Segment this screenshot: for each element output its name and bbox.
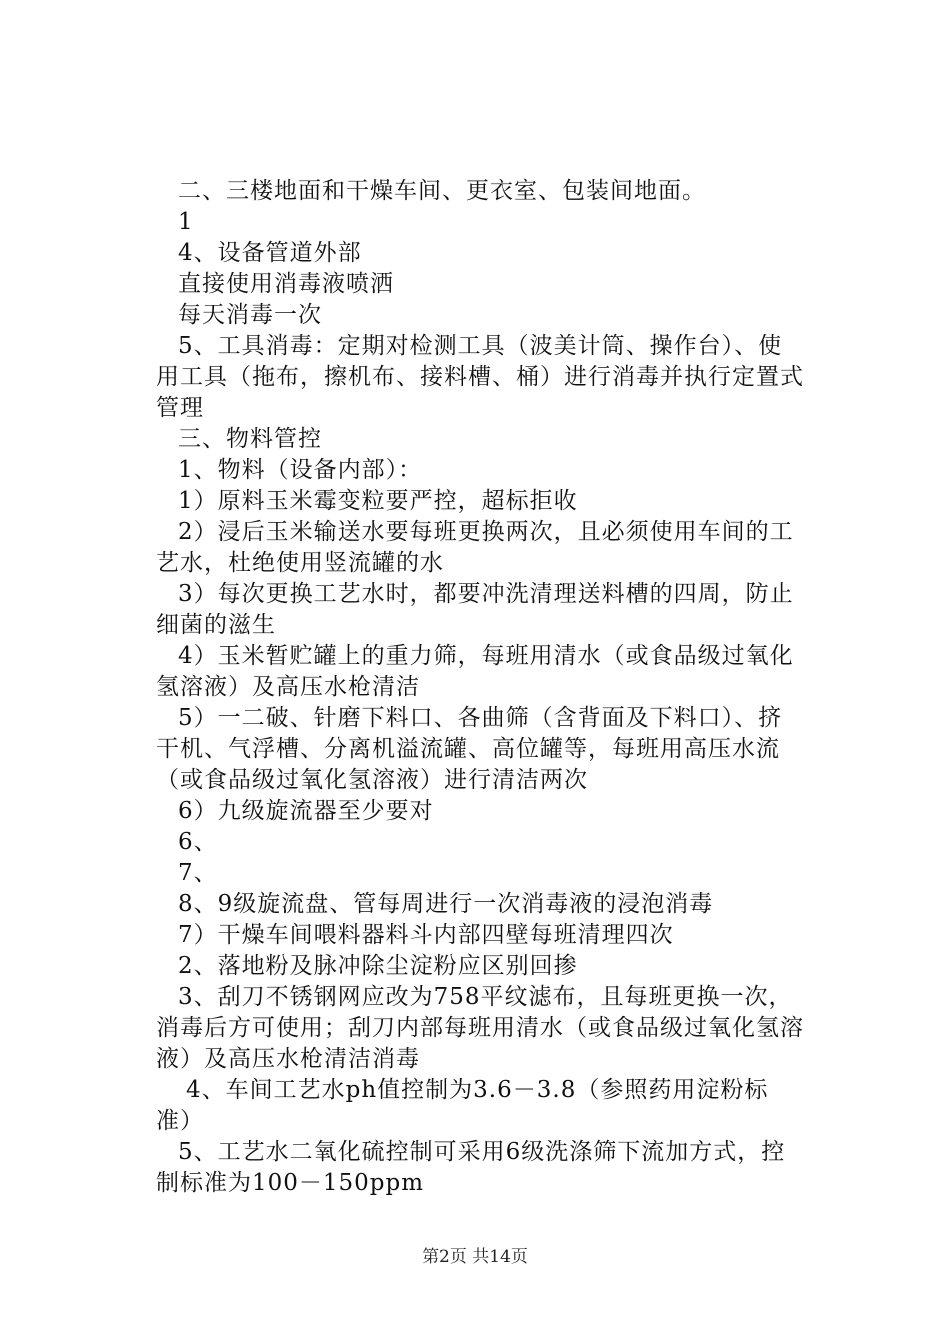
text-line: 7）干燥车间喂料器料斗内部四壁每班清理四次 <box>178 922 674 948</box>
text-line: （或食品级过氧化氢溶液）进行清洁两次 <box>156 767 588 793</box>
text-line: 消毒后方可使用；刮刀内部每班用清水（或食品级过氧化氢溶 <box>156 1015 804 1041</box>
text-line: 6、 <box>178 829 218 855</box>
text-line: 2）浸后玉米输送水要每班更换两次，且必须使用车间的工 <box>178 519 794 545</box>
text-line: 5）一二破、针磨下料口、各曲筛（含背面及下料口）、挤 <box>178 705 783 731</box>
text-line: 7、 <box>178 860 218 886</box>
text-line: 细菌的滋生 <box>156 612 276 638</box>
text-line: 直接使用消毒液喷洒 <box>178 271 394 297</box>
document-body <box>156 176 836 1199</box>
text-line: 8、9级旋流盘、管每周进行一次消毒液的浸泡消毒 <box>178 891 714 917</box>
text-line: 三、物料管控 <box>178 426 322 452</box>
text-line: 用工具（拖布，擦机布、接料槽、桶）进行消毒并执行定置式 <box>156 364 804 390</box>
text-line: 1）原料玉米霉变粒要严控，超标拒收 <box>178 488 578 514</box>
text-line: 1、物料（设备内部）： <box>178 457 423 483</box>
text-line: 4、车间工艺水ph值控制为3.6－3.8（参照药用淀粉标 <box>186 1077 769 1103</box>
page-footer: 第2页 共14页 <box>422 1247 528 1267</box>
text-line: 二、三楼地面和干燥车间、更衣室、包装间地面。 <box>178 178 706 204</box>
text-line: 3）每次更换工艺水时，都要冲洗清理送料槽的四周，防止 <box>178 581 794 607</box>
text-line: 氢溶液）及高压水枪清洁 <box>156 674 420 700</box>
text-line: 每天消毒一次 <box>178 302 322 328</box>
text-line: 4、设备管道外部 <box>178 240 362 266</box>
text-line: 5、工具消毒：定期对检测工具（波美计筒、操作台）、使 <box>178 333 783 359</box>
text-line: 管理 <box>156 395 204 421</box>
text-line: 4）玉米暂贮罐上的重力筛，每班用清水（或食品级过氧化 <box>178 643 794 669</box>
text-line: 制标准为100－150ppm <box>156 1170 425 1196</box>
text-line: 艺水，杜绝使用竖流罐的水 <box>156 550 444 576</box>
text-line: 准） <box>156 1108 204 1134</box>
text-line: 3、刮刀不锈钢网应改为758平纹滤布，且每班更换一次， <box>178 984 793 1010</box>
text-line: 液）及高压水枪清洁消毒 <box>156 1046 420 1072</box>
text-line: 6）九级旋流器至少要对 <box>178 798 434 824</box>
text-line: 1 <box>178 209 194 235</box>
text-line: 5、工艺水二氧化硫控制可采用6级洗涤筛下流加方式，控 <box>178 1139 786 1165</box>
text-line: 干机、气浮槽、分离机溢流罐、高位罐等，每班用高压水流 <box>156 736 780 762</box>
text-line: 2、落地粉及脉冲除尘淀粉应区别回掺 <box>178 953 578 979</box>
